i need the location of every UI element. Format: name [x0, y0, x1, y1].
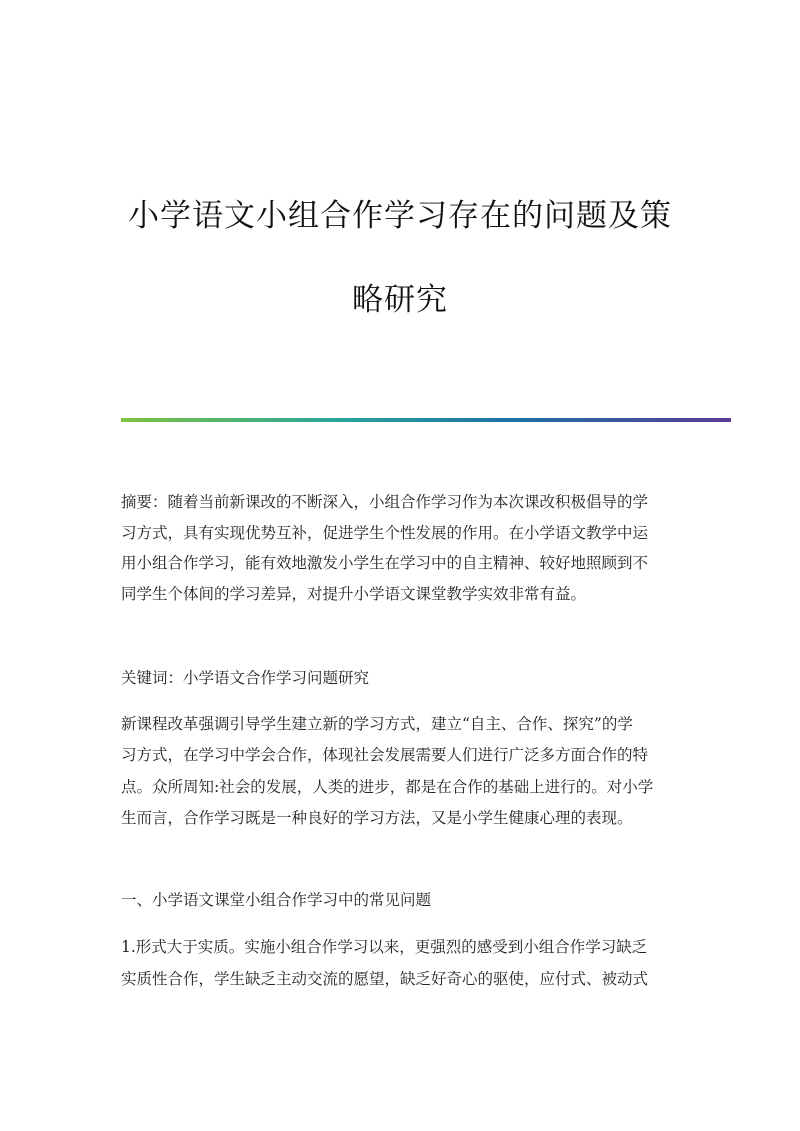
abstract-line: 摘要：随着当前新课改的不断深入，小组合作学习作为本次课改积极倡导的学	[121, 493, 649, 511]
intro-line: 习方式，在学习中学会合作，体现社会发展需要人们进行广泛多方面合作的特	[121, 746, 649, 765]
intro-paragraph	[121, 709, 681, 834]
abstract-line: 用小组合作学习，能有效地激发小学生在学习中的自主精神、较好地照顾到不	[121, 554, 649, 572]
section-heading	[121, 885, 681, 915]
keywords-line: 关键词：小学语文合作学习问题研究	[121, 669, 370, 687]
point-1-line: 1.形式大于实质。实施小组合作学习以来，更强烈的感受到小组合作学习缺乏	[121, 938, 648, 956]
point-1-paragraph	[121, 932, 681, 995]
keywords-paragraph	[121, 663, 681, 693]
intro-line: 点。众所周知:社会的发展，人类的进步，都是在合作的基础上进行的。对小学	[121, 777, 654, 796]
document-title-line-1: 小学语文小组合作学习存在的问题及策	[128, 198, 672, 234]
section-1-heading: 一、小学语文课堂小组合作学习中的常见问题	[121, 891, 432, 909]
title-divider	[121, 418, 731, 422]
intro-line: 生而言，合作学习既是一种良好的学习方法，又是小学生健康心理的表现。	[121, 808, 633, 827]
point-1-line: 实质性合作，学生缺乏主动交流的愿望，缺乏好奇心的驱使，应付式、被动式	[121, 969, 649, 988]
abstract-paragraph	[121, 487, 681, 609]
abstract-line: 习方式，具有实现优势互补，促进学生个性发展的作用。在小学语文教学中运	[121, 523, 649, 542]
intro-line: 新课程改革强调引导学生建立新的学习方式，建立“自主、合作、探究”的学	[121, 715, 633, 733]
abstract-line: 同学生个体间的学习差异，对提升小学语文课堂教学实效非常有益。	[121, 584, 587, 603]
document-title-line-2: 略研究	[352, 282, 448, 318]
